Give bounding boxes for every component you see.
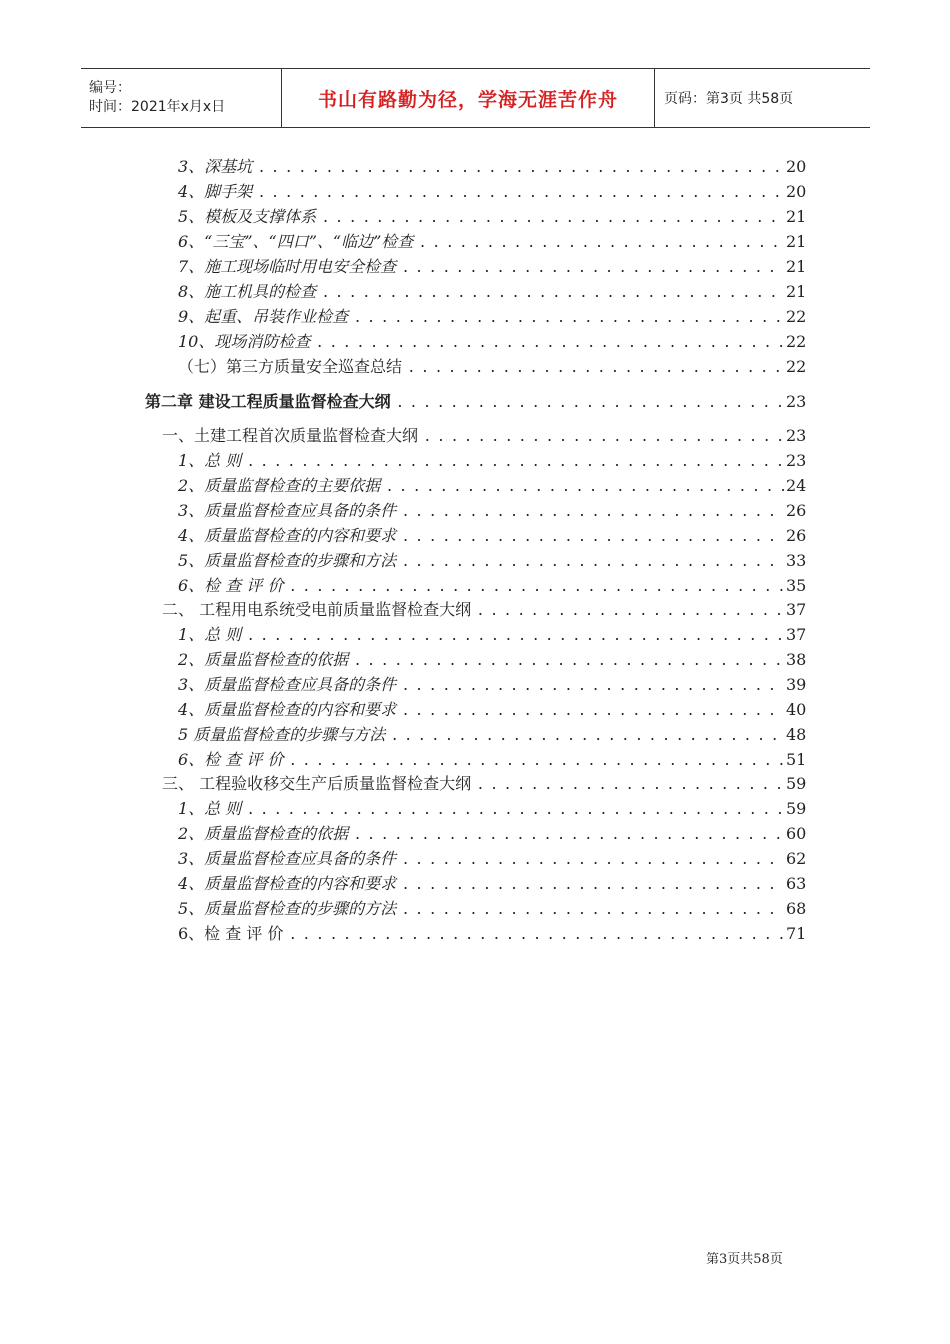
toc-entry[interactable] <box>0 823 950 845</box>
toc-entry[interactable] <box>0 749 950 771</box>
toc-page-number: 20 <box>786 182 807 201</box>
toc-entry-label: 3、深基坑 <box>178 157 253 176</box>
toc-page-number: 22 <box>786 332 807 351</box>
toc-entry[interactable] <box>0 599 950 621</box>
toc-entry-title <box>178 624 784 646</box>
toc-entry-label: 5、质量监督检查的步骤和方法 <box>178 551 397 570</box>
toc-page-number: 26 <box>786 526 807 545</box>
toc-entry-title <box>178 331 784 353</box>
toc-entry-title <box>178 525 784 547</box>
toc-entry-title <box>178 156 784 178</box>
toc-entry-label: 5、模板及支撑体系 <box>178 207 317 226</box>
toc-entry[interactable] <box>0 331 950 353</box>
toc-entry-label: 3、质量监督检查应具备的条件 <box>178 501 397 520</box>
toc-entry-label: 4、质量监督检查的内容和要求 <box>178 700 397 719</box>
toc-entry-label: 8、施工机具的检查 <box>178 282 317 301</box>
toc-entry[interactable] <box>0 475 950 497</box>
toc-entry-title <box>178 798 784 820</box>
toc-entry[interactable] <box>0 575 950 597</box>
toc-entry-title <box>178 206 784 228</box>
toc-entry-label: 5、质量监督检查的步骤的方法 <box>178 899 397 918</box>
toc-entry[interactable] <box>0 773 950 795</box>
toc-entry-label: 4、质量监督检查的内容和要求 <box>178 526 397 545</box>
toc-page-number: 37 <box>786 625 807 644</box>
toc-entry[interactable] <box>0 425 950 447</box>
toc-page-number: 24 <box>786 476 807 495</box>
header-motto: 书山有路勤为径，学海无涯苦作舟 <box>317 88 618 111</box>
toc-entry-label: 6、检 查 评 价 <box>178 924 284 943</box>
toc-entry[interactable] <box>0 873 950 895</box>
toc-entry[interactable] <box>0 550 950 572</box>
toc-entry-title <box>178 724 784 746</box>
toc-entry[interactable] <box>0 500 950 522</box>
header-meta <box>81 69 281 127</box>
toc-page-number: 63 <box>786 874 807 893</box>
header-motto-cell <box>281 69 655 127</box>
toc-entry-title <box>178 231 784 253</box>
toc-entry[interactable] <box>0 450 950 472</box>
toc-entry[interactable] <box>0 848 950 870</box>
toc-entry-title <box>178 649 784 671</box>
toc-page-number: 35 <box>786 576 807 595</box>
toc-entry-label: 第二章 建设工程质量监督检查大纲 <box>145 392 391 411</box>
toc-page-number: 26 <box>786 501 807 520</box>
toc-entry-title <box>178 356 784 378</box>
toc-page-number: 71 <box>786 924 807 943</box>
toc-entry-title <box>178 923 784 945</box>
toc-entry[interactable] <box>0 356 950 378</box>
toc-entry-label: 三、 工程验收移交生产后质量监督检查大纲 <box>162 774 472 793</box>
toc-entry-title <box>178 575 784 597</box>
toc-entry[interactable] <box>0 923 950 945</box>
toc-entry-label: 2、质量监督检查的依据 <box>178 824 349 843</box>
toc-page-number: 59 <box>786 774 807 793</box>
toc-entry-title <box>178 500 784 522</box>
toc-entry[interactable] <box>0 206 950 228</box>
toc-entry-title <box>145 391 784 413</box>
toc-entry-label: 9、起重、吊装作业检查 <box>178 307 349 326</box>
toc-entry[interactable] <box>0 699 950 721</box>
toc-entry[interactable] <box>0 649 950 671</box>
toc-page-number: 22 <box>786 307 807 326</box>
toc-page-number: 68 <box>786 899 807 918</box>
toc-page-number: 37 <box>786 600 807 619</box>
page-header <box>81 68 870 128</box>
toc-entry-title <box>162 599 784 621</box>
toc-entry-title <box>178 749 784 771</box>
toc-entry-label: 二、 工程用电系统受电前质量监督检查大纲 <box>162 600 472 619</box>
toc-entry-label: 5 质量监督检查的步骤与方法 <box>178 725 386 744</box>
toc-entry-title <box>178 256 784 278</box>
toc-page-number: 22 <box>786 357 807 376</box>
toc-page-number: 21 <box>786 282 807 301</box>
toc-entry-title <box>178 281 784 303</box>
doc-number: 编号： <box>89 80 131 96</box>
toc-entry-title <box>178 306 784 328</box>
toc-entry-title <box>178 475 784 497</box>
toc-entry-label: 1、总 则 <box>178 625 242 644</box>
toc-entry-title <box>178 873 784 895</box>
toc-entry-label: 2、质量监督检查的主要依据 <box>178 476 381 495</box>
header-page-label: 页码：第3页 共58页 <box>664 91 794 107</box>
toc-entry-title <box>178 450 784 472</box>
toc-entry[interactable] <box>0 181 950 203</box>
toc-page-number: 62 <box>786 849 807 868</box>
toc-entry-label: 10、现场消防检查 <box>178 332 311 351</box>
toc-entry-label: 4、脚手架 <box>178 182 253 201</box>
toc-entry-label: 6、检 查 评 价 <box>178 576 284 595</box>
toc-entry-label: 一、土建工程首次质量监督检查大纲 <box>162 426 419 445</box>
toc-entry-title <box>162 773 784 795</box>
toc-page-number: 21 <box>786 232 807 251</box>
toc-page-number: 23 <box>786 392 807 411</box>
toc-entry-label: 3、质量监督检查应具备的条件 <box>178 849 397 868</box>
toc-entry-title <box>178 699 784 721</box>
toc-page-number: 51 <box>786 750 807 769</box>
toc-entry[interactable] <box>0 306 950 328</box>
toc-entry[interactable] <box>0 231 950 253</box>
toc-entry[interactable] <box>0 256 950 278</box>
toc-entry-label: 7、施工现场临时用电安全检查 <box>178 257 397 276</box>
toc-page-number: 39 <box>786 675 807 694</box>
toc-page-number: 40 <box>786 700 807 719</box>
toc-entry[interactable] <box>0 281 950 303</box>
toc-page-number: 33 <box>786 551 807 570</box>
page-footer: 第3页共58页 <box>706 1252 783 1267</box>
toc-entry[interactable] <box>0 898 950 920</box>
toc-entry[interactable] <box>0 525 950 547</box>
toc-entry-label: 6、检 查 评 价 <box>178 750 284 769</box>
toc-entry-label: 3、质量监督检查应具备的条件 <box>178 675 397 694</box>
toc-entry[interactable] <box>0 156 950 178</box>
toc-entry-title <box>178 181 784 203</box>
toc-entry[interactable] <box>0 391 950 413</box>
toc-page-number: 48 <box>786 725 807 744</box>
toc-entry-title <box>178 550 784 572</box>
toc-entry[interactable] <box>0 674 950 696</box>
toc-page-number: 59 <box>786 799 807 818</box>
toc-entry-title <box>178 848 784 870</box>
toc-entry-label: （七）第三方质量安全巡查总结 <box>178 357 403 376</box>
toc-entry[interactable] <box>0 798 950 820</box>
toc-entry[interactable] <box>0 724 950 746</box>
toc-entry-title <box>162 425 784 447</box>
toc-page-number: 21 <box>786 207 807 226</box>
toc-entry[interactable] <box>0 624 950 646</box>
toc-entry-title <box>178 674 784 696</box>
toc-page-number: 21 <box>786 257 807 276</box>
toc-entry-title <box>178 898 784 920</box>
toc-page-number: 23 <box>786 426 807 445</box>
toc-entry-label: 1、总 则 <box>178 799 242 818</box>
doc-date: 时间：2021年x月x日 <box>89 99 226 115</box>
toc-page-number: 60 <box>786 824 807 843</box>
toc-entry-label: 6、“三宝”、“四口”、“临边”检查 <box>178 232 414 251</box>
toc-page-number: 23 <box>786 451 807 470</box>
toc-page-number: 38 <box>786 650 807 669</box>
toc-entry-title <box>178 823 784 845</box>
toc-entry-label: 4、质量监督检查的内容和要求 <box>178 874 397 893</box>
toc-entry-label: 1、总 则 <box>178 451 242 470</box>
toc-page-number: 20 <box>786 157 807 176</box>
toc-entry-label: 2、质量监督检查的依据 <box>178 650 349 669</box>
